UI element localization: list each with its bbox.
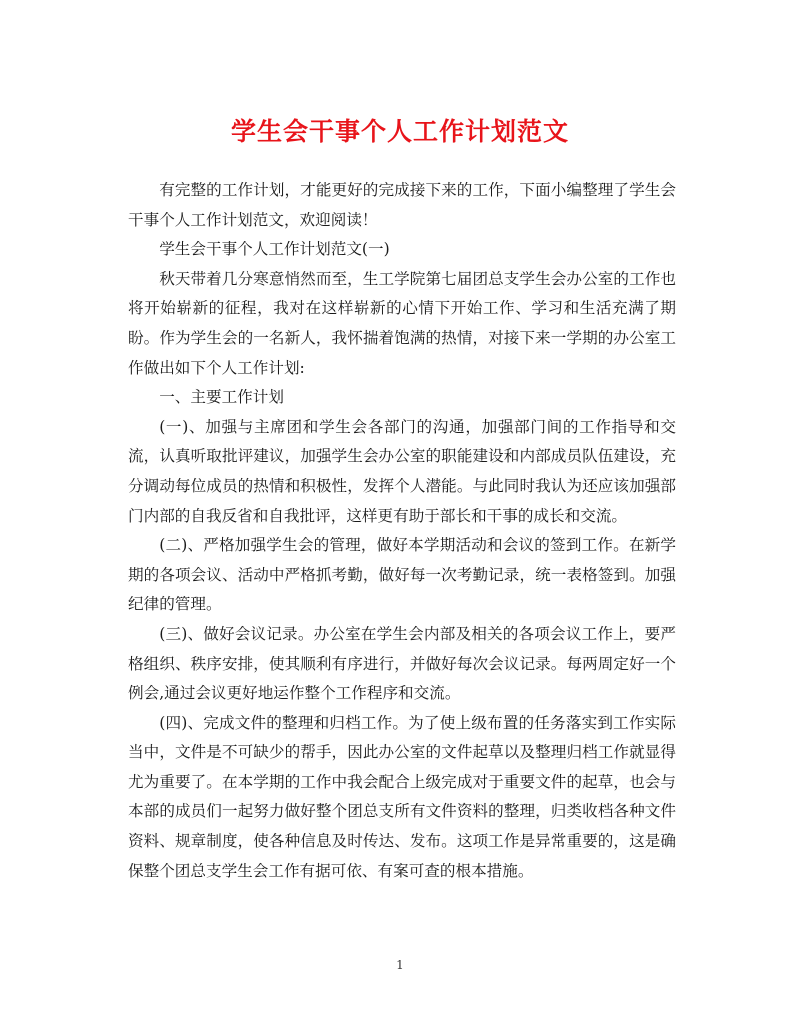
plan-item-2: (二)、严格加强学生会的管理，做好本学期活动和会议的签到工作。在新学期的各项会议、活动中严格抓考勤，做好每一次考勤记录，统一表格签到。加强纪律的管理。: [128, 536, 676, 614]
body-paragraph: 秋天带着几分寒意悄然而至，生工学院第七届团总支学生会办公室的工作也将开始崭新的征程，我对在这样崭新的心情下开始工作、学习和生活充满了期盼。作为学生会的一名新人，我怀揣着饱满的热情，对接下来一学期的办公室工作做出如下个人工作计划:: [128, 269, 676, 377]
page-number: 1: [396, 958, 404, 972]
intro-paragraph: 有完整的工作计划，才能更好的完成接下来的工作，下面小编整理了学生会干事个人工作计划范文，欢迎阅读！: [128, 181, 676, 229]
plan-item-3: (三)、做好会议记录。办公室在学生会内部及相关的各项会议工作上，要严格组织、秩序安排，使其顺利有序进行，并做好每次会议记录。每两周定好一个例会,通过会议更好地运作整个工作程序和交流。: [128, 624, 676, 703]
plan-item-4: (四)、完成文件的整理和归档工作。为了使上级布置的任务落实到工作实际当中，文件是不可缺少的帮手，因此办公室的文件起草以及整理归档工作就显得尤为重要了。在本学期的工作中我会配合上级完成对于重要文件的起草，也会与本部的成员们一起努力做好整个团总支所有文件资料的整理，归类收档各种文件资料、规章制度，使各种信息及时传达、发布。这项工作是异常重要的，这是确保整个团总支学生会工作有据可依、有案可查的根本措施。: [128, 713, 676, 880]
plan-item-1: (一)、加强与主席团和学生会各部门的沟通，加强部门间的工作指导和交流，认真听取批评建议，加强学生会办公室的职能建设和内部成员队伍建设，充分调动每位成员的热情和积极性，发挥个人潜能。与此同时我认为还应该加强部门内部的自我反省和自我批评，这样更有助于部长和干事的成长和交流。: [128, 417, 676, 525]
document-body: [128, 176, 676, 886]
section-heading: 学生会干事个人工作计划范文(一): [159, 240, 390, 259]
document-title: 学生会干事个人工作计划范文: [230, 117, 569, 146]
subsection-heading: 一、主要工作计划: [159, 388, 284, 407]
